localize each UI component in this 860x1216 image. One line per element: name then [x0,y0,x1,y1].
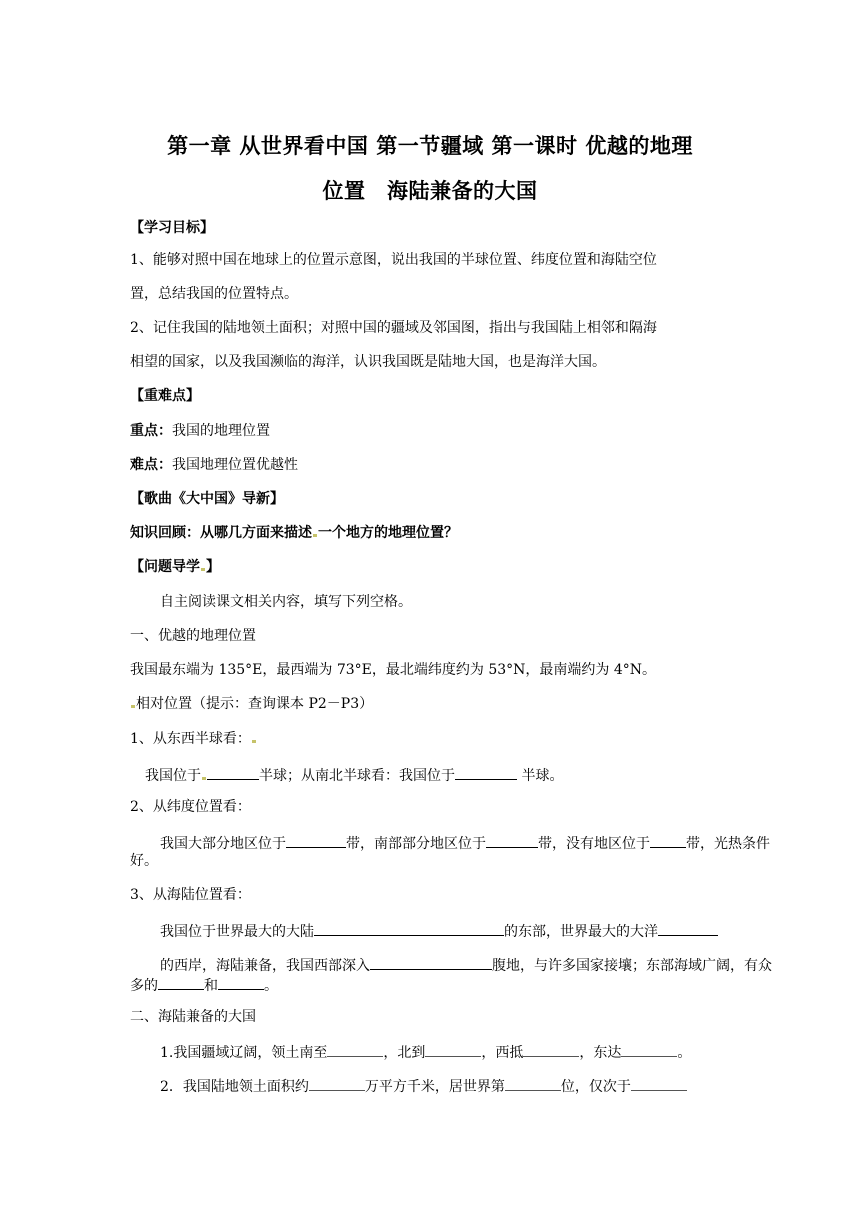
blank-continent[interactable] [314,919,504,936]
q1-heading [130,729,257,749]
page-title-line1: 第一章 从世界看中国 第一节疆域 第一课时 优越的地理 [167,134,693,158]
review-text-a: 知识回顾：从哪几方面来描述 [130,525,312,541]
section1-heading: 一、优越的地理位置 [130,628,256,644]
objective-1b: 置，总结我国的位置特点。 [130,286,298,302]
q2-text-a: 我国大部分地区位于 [160,836,286,852]
objective-1a: 1、能够对照中国在地球上的位置示意图，说出我国的半球位置、纬度位置和海陆空位 [130,252,657,268]
key-text: 我国的地理位置 [172,423,270,439]
blank-west-extent[interactable] [523,1042,579,1057]
s2-text-e: 。 [677,1045,692,1061]
q3-text-c: 的西岸，海陆兼备，我国西部深入 [160,958,370,974]
relative-position [130,694,373,714]
blank-ew-hemisphere[interactable] [207,763,259,780]
diff-label: 难点： [130,457,172,473]
blank-inland[interactable] [370,953,492,970]
knowledge-review [130,523,458,543]
q1-line [145,763,563,786]
q3-text-b: 的东部，世界最大的大洋 [504,924,658,940]
q3-line1 [160,919,718,942]
blank-main-zone[interactable] [286,831,346,848]
q2-text-c: 带，没有地区位于 [538,836,650,852]
s2-line2 [160,1076,687,1097]
q2-line [160,831,770,854]
s2-text-d: ，东达 [579,1045,622,1061]
section2-heading: 二、海陆兼备的大国 [130,1009,256,1025]
q3-heading: 3、从海陆位置看： [130,887,251,903]
q1-text-a: 我国位于 [145,768,201,784]
blank-peninsulas[interactable] [218,973,264,990]
extreme-points: 我国最东端为 135°E，最西端为 73°E，最北端纬度约为 53°N，最南端约为 4°N。 [130,662,656,678]
objectives-heading: 【学习目标】 [130,220,214,236]
q2-heading: 2、从纬度位置看： [130,799,251,815]
q2-text-b: 带，南部部分地区位于 [346,836,486,852]
objective-2b: 相望的国家，以及我国濒临的海洋，认识我国既是陆地大国，也是海洋大国。 [130,354,606,370]
key-point [130,421,270,441]
blank-ocean[interactable] [658,919,718,936]
s2-text-b: ，北到 [383,1045,426,1061]
blank-none-zone[interactable] [650,831,686,848]
blank-north-extent[interactable] [425,1042,481,1057]
s2-text-a: 1.我国疆域辽阔，领土南至 [160,1045,328,1061]
q1-text-b: 半球；从南北半球看：我国位于 [259,768,455,784]
q3-text-e: 多的 [130,978,158,994]
relative-text: 相对位置（提示：查询课本 P2－P3） [136,696,374,712]
edit-mark [201,568,205,571]
blank-ns-hemisphere[interactable] [455,763,517,780]
blank-east-extent[interactable] [621,1042,677,1057]
edit-mark [131,705,135,708]
blank-rank[interactable] [505,1076,561,1091]
blank-area[interactable] [309,1076,365,1091]
q3-text-g: 。 [264,978,278,994]
s2-line1 [160,1042,691,1063]
q3-line3 [130,973,278,996]
blank-islands[interactable] [158,973,204,990]
guide-instruction: 自主阅读课文相关内容，填写下列空格。 [160,594,412,610]
song-heading: 【歌曲《大中国》导新】 [130,491,284,507]
blank-south-zone[interactable] [486,831,538,848]
q1-text-c: 半球。 [517,768,564,784]
edit-mark [252,740,256,743]
q1-heading-text: 1、从东西半球看： [130,731,251,747]
q2-line-end: 好。 [130,853,158,869]
keypoints-heading: 【重难点】 [130,388,200,404]
s2-text-c: ，西抵 [481,1045,524,1061]
review-text-b: 一个地方的地理位置？ [318,525,458,541]
guide-heading-a: 【问题导学 [130,559,200,575]
edit-mark [313,534,317,537]
q3-text-d: 腹地，与许多国家接壤；东部海域广阔，有众 [492,958,772,974]
guide-heading [130,557,220,577]
blank-south-extent[interactable] [327,1042,383,1057]
page-title-line2: 位置 海陆兼备的大国 [322,179,538,203]
s2-text-h: 位，仅次于 [560,1079,631,1095]
key-label: 重点： [130,423,172,439]
q2-text-d: 带，光热条件 [686,836,770,852]
objective-2a: 2、记住我国的陆地领土面积；对照中国的疆域及邻国图，指出与我国陆上相邻和隔海 [130,320,657,336]
q3-text-f: 和 [204,978,218,994]
q3-text-a: 我国位于世界最大的大陆 [160,924,314,940]
diff-text: 我国地理位置优越性 [172,457,298,473]
guide-heading-b: 】 [206,559,220,575]
edit-mark [202,777,206,780]
s2-text-f: 2．我国陆地领土面积约 [160,1079,309,1095]
s2-text-g: 万平方千米，居世界第 [364,1079,505,1095]
difficult-point [130,455,298,475]
blank-second-to[interactable] [631,1076,687,1091]
